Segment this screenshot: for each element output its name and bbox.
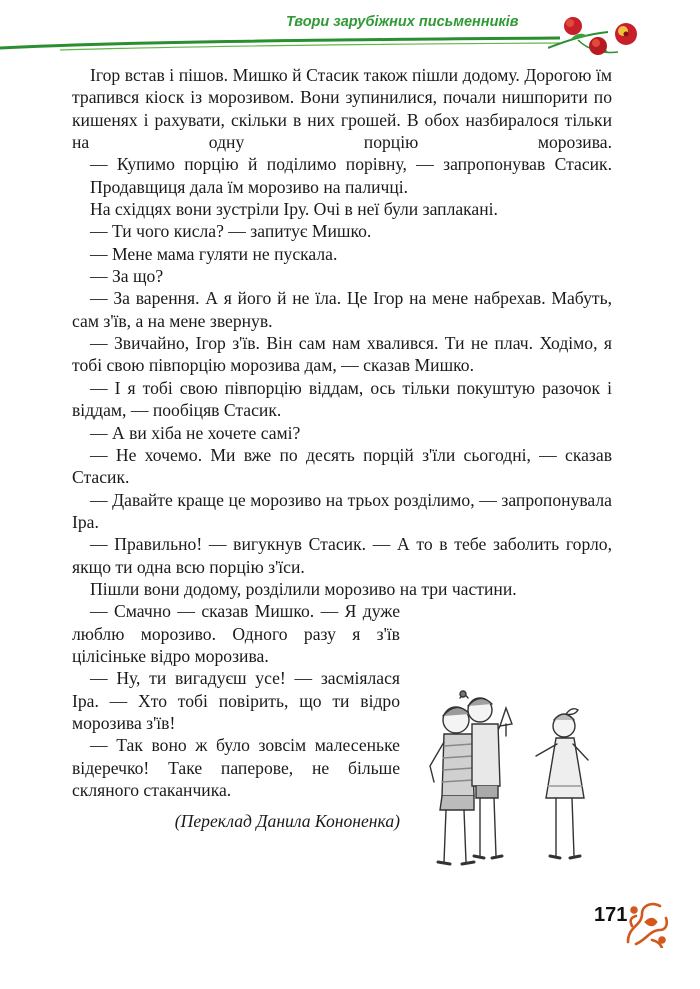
paragraph: — І я тобі свою півпорцію віддам, ось тільки покуштую разочок і віддам, — пообіцяв Стасик. [72,377,612,421]
paragraph: Пішли вони додому, розділили морозиво на три частини. [90,578,517,599]
paragraph: — Мене мама гуляти не пускала. [90,243,338,264]
paragraph: — Купимо порцію й поділимо порівну, — запропонував Стасик. [90,154,612,175]
paragraph: — Смачно — сказав Мишко. — Я дуже люблю морозиво. Одного разу я з'їв цілісіньке відро морозива. [72,601,400,666]
paragraph: — Звичайно, Ігор з'їв. Він сам нам хвалився. Ти не плач. Ходімо, я тобі свою півпорцію морозива дам, — сказав Мишко. [72,333,612,376]
paragraph: — Ну, ти вигадуєш усе! — засміялася Іра. — Хто тобі повірить, що ти відро морозива з'їв! [72,668,400,733]
paragraph: — Не хочемо. Ми вже по десять порцій з'їли сьогодні, — сказав Стасик. [72,444,612,488]
paragraph: Продавщиця дала їм морозиво на паличці. [90,176,409,197]
carnation-flowers-icon [548,10,640,60]
translation-credit: (Переклад Данила Кононенка) [174,811,400,832]
children-illustration [416,686,606,878]
header-decor-line [0,28,560,52]
folk-ornament-icon [622,896,670,948]
paragraph: Ігор встав і пішов. Мишко й Стасик також пішли додому. Дорогою їм трапився кіоск із морозивом. Вони зупинилися, почали нишпорити по кишенях і рахувати, скільки в них грошей. В обох назбиралося тільки на одну порцію морозива. [72,65,612,153]
page-number: 171 [594,904,628,926]
paragraph: — За варення. А я його й не їла. Це Ігор на мене набрехав. Мабуть, сам з'їв, а на мене звернув. [72,288,612,331]
paragraph: — А ви хіба не хочете самі? [90,422,301,443]
paragraph: — Правильно! — вигукнув Стасик. — А то в тебе заболить горло, якщо ти одна всю порцію з'їси. [72,534,612,577]
paragraph: — Давайте краще це морозиво на трьох розділимо, — запропонувала Іра. [72,489,612,532]
header-title: Твори зарубіжних письменників [286,14,519,30]
paragraph: На східцях вони зустріли Іру. Очі в неї були заплакані. [90,199,498,220]
paragraph: — Так воно ж було зовсім малесеньке відеречко! Таке паперове, не більше скляного стаканчика. [72,735,400,800]
paragraph: — За що? [90,266,164,287]
paragraph: — Ти чого кисла? — запитує Мишко. [90,221,372,242]
